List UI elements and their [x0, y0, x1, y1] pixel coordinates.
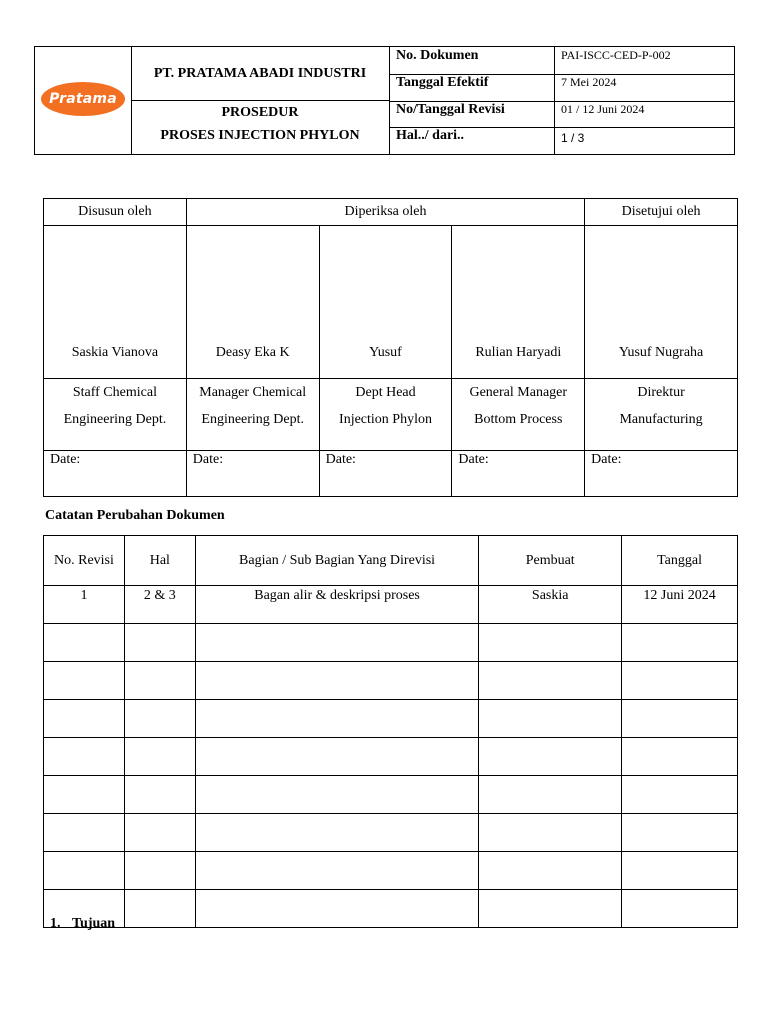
procedure-title	[131, 101, 390, 154]
signer-date: Date:	[186, 451, 319, 497]
table-row	[44, 814, 738, 852]
effective-date-label: Tanggal Efektif	[390, 74, 555, 101]
effective-date-value: 7 Mei 2024	[561, 75, 617, 89]
approval-table	[43, 198, 738, 497]
table-cell	[124, 700, 195, 738]
table-cell	[195, 624, 479, 662]
signer-role: Direktur Manufacturing	[585, 379, 738, 451]
table-cell	[44, 852, 125, 890]
table-row	[44, 700, 738, 738]
revision-log-title: Catatan Perubahan Dokumen	[45, 508, 225, 523]
table-cell	[622, 624, 738, 662]
signer-role: General Manager Bottom Process	[452, 379, 585, 451]
revision-label: No/Tanggal Revisi	[390, 101, 555, 128]
column-header: Pembuat	[479, 536, 622, 586]
table-cell: Bagan alir & deskripsi proses	[195, 586, 479, 624]
table-cell	[479, 852, 622, 890]
table-row	[44, 776, 738, 814]
signer-date: Date:	[585, 451, 738, 497]
table-cell	[479, 814, 622, 852]
table-cell: Saskia	[479, 586, 622, 624]
section-heading	[50, 916, 115, 932]
table-cell	[44, 814, 125, 852]
signer-name: Yusuf	[319, 226, 452, 379]
signer-date: Date:	[319, 451, 452, 497]
signer-name: Deasy Eka K	[186, 226, 319, 379]
table-cell: 2 & 3	[124, 586, 195, 624]
signer-date: Date:	[452, 451, 585, 497]
table-cell	[44, 738, 125, 776]
page-label: Hal../ dari..	[390, 127, 555, 154]
table-cell	[622, 700, 738, 738]
signer-date: Date:	[44, 451, 187, 497]
table-cell	[195, 700, 479, 738]
table-cell: 1	[44, 586, 125, 624]
table-cell	[195, 662, 479, 700]
column-header: Tanggal	[622, 536, 738, 586]
table-cell	[124, 852, 195, 890]
table-cell	[479, 700, 622, 738]
signer-name: Saskia Vianova	[44, 226, 187, 379]
table-cell	[44, 776, 125, 814]
table-cell	[195, 852, 479, 890]
document-header	[34, 46, 735, 155]
table-row	[44, 586, 738, 624]
table-row	[44, 662, 738, 700]
table-cell	[44, 624, 125, 662]
signer-role: Dept Head Injection Phylon	[319, 379, 452, 451]
table-cell	[622, 852, 738, 890]
table-cell	[622, 738, 738, 776]
table-cell	[124, 624, 195, 662]
table-cell	[622, 814, 738, 852]
revision-value: 01 / 12 Juni 2024	[561, 102, 645, 116]
table-cell	[195, 814, 479, 852]
table-cell	[124, 890, 195, 928]
revision-log-table	[43, 535, 738, 928]
table-cell	[124, 814, 195, 852]
table-row	[44, 890, 738, 928]
logo-cell	[35, 47, 132, 154]
signer-role: Manager Chemical Engineering Dept.	[186, 379, 319, 451]
table-cell	[195, 776, 479, 814]
disusun-header: Disusun oleh	[44, 199, 187, 226]
table-cell	[479, 624, 622, 662]
company-logo	[41, 82, 125, 116]
table-cell	[479, 776, 622, 814]
column-header: Hal	[124, 536, 195, 586]
table-cell	[622, 776, 738, 814]
table-cell	[622, 662, 738, 700]
table-cell	[44, 700, 125, 738]
table-cell	[124, 662, 195, 700]
signer-name: Yusuf Nugraha	[585, 226, 738, 379]
company-name: PT. PRATAMA ABADI INDUSTRI	[131, 47, 390, 101]
logo-text: Pratama	[49, 91, 117, 107]
section-title: Tujuan	[72, 916, 116, 931]
table-cell	[479, 738, 622, 776]
signer-name: Rulian Haryadi	[452, 226, 585, 379]
signer-role: Staff Chemical Engineering Dept.	[44, 379, 187, 451]
table-cell	[479, 890, 622, 928]
table-cell	[44, 662, 125, 700]
doc-number-value: PAI-ISCC-CED-P-002	[561, 48, 671, 62]
table-row	[44, 624, 738, 662]
diperiksa-header: Diperiksa oleh	[186, 199, 584, 226]
procedure-line-1: PROSEDUR	[221, 105, 299, 120]
procedure-line-2: PROSES INJECTION PHYLON	[160, 128, 360, 143]
table-cell	[622, 890, 738, 928]
table-cell	[195, 890, 479, 928]
table-row	[44, 852, 738, 890]
table-row	[44, 738, 738, 776]
column-header: Bagian / Sub Bagian Yang Direvisi	[195, 536, 479, 586]
table-cell	[195, 738, 479, 776]
doc-number-label: No. Dokumen	[390, 47, 555, 74]
section-number: 1.	[50, 916, 61, 931]
table-cell	[124, 738, 195, 776]
disetujui-header: Disetujui oleh	[585, 199, 738, 226]
column-header: No. Revisi	[44, 536, 125, 586]
table-cell: 12 Juni 2024	[622, 586, 738, 624]
page-value: 1 / 3	[561, 131, 585, 145]
table-cell	[479, 662, 622, 700]
table-cell	[124, 776, 195, 814]
